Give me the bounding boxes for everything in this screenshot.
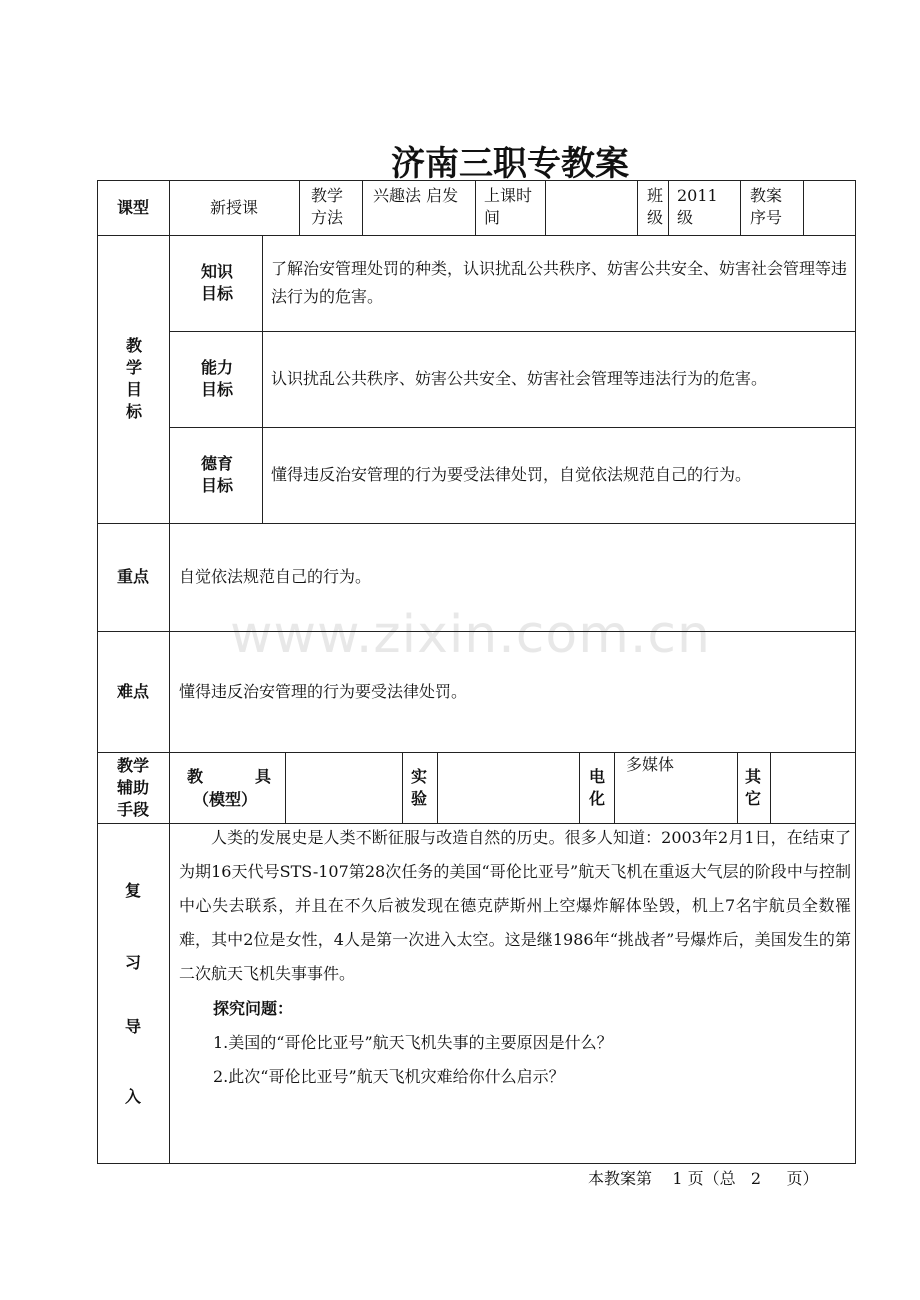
col-divider — [402, 752, 403, 823]
question-item: 2.此次“哥伦比亚号”航天飞机灾难给你什么启示？ — [213, 1067, 565, 1086]
method-value: 兴趣法 启发 — [373, 186, 459, 205]
tools-label — [169, 752, 285, 823]
review-label-char: 导 — [125, 1017, 142, 1036]
footer-middle: 页（总 — [687, 1169, 736, 1188]
other-label: 其它 — [744, 766, 761, 808]
col-divider — [169, 180, 170, 1164]
ability-objective-text: 认识扰乱公共秩序、妨害公共安全、妨害社会管理等违法行为的危害。 — [271, 369, 768, 388]
col-divider — [770, 752, 771, 823]
experiment-label: 实验 — [410, 766, 427, 808]
col-divider — [475, 180, 476, 235]
col-divider — [803, 180, 804, 235]
col-divider — [740, 180, 741, 235]
footer-suffix: 页） — [786, 1169, 819, 1188]
review-label-char: 习 — [125, 953, 142, 972]
watermark: www.zixin.com.cn — [230, 605, 711, 665]
key-point-text: 自觉依法规范自己的行为。 — [179, 567, 372, 586]
col-divider — [262, 235, 263, 523]
ability-objective-label: 能力目标 — [200, 358, 233, 399]
objectives-label: 教学目标 — [125, 336, 142, 421]
page-title: 济南三职专教案 — [391, 144, 629, 184]
tools-value — [289, 756, 399, 820]
col-divider — [579, 752, 580, 823]
method-label: 教学方法 — [311, 186, 344, 227]
col-divider — [437, 752, 438, 823]
class-label: 班级 — [647, 186, 664, 227]
time-label: 上课时间 — [484, 186, 533, 227]
knowledge-objective-label: 知识目标 — [200, 262, 233, 303]
aids-label: 教学辅助手段 — [116, 755, 149, 819]
other-value — [775, 756, 851, 820]
question-heading: 探究问题： — [213, 999, 294, 1018]
col-divider — [737, 752, 738, 823]
electronic-label: 电化 — [588, 766, 605, 808]
col-divider — [362, 180, 363, 235]
page-footer — [588, 1166, 819, 1189]
col-divider — [545, 180, 546, 235]
time-value — [549, 185, 633, 233]
difficulty-text: 懂得违反治安管理的行为要受法律处罚。 — [179, 681, 468, 701]
footer-total: 2 — [750, 1169, 762, 1188]
tools-label-c: （模型） — [193, 790, 258, 809]
moral-objective-label: 德育目标 — [200, 454, 233, 495]
plan-no-value — [809, 185, 853, 233]
electronic-value: 多媒体 — [626, 755, 675, 774]
question-item: 1.美国的“哥伦比亚号”航天飞机失事的主要原因是什么？ — [213, 1033, 613, 1052]
difficulty-label: 难点 — [116, 681, 149, 701]
col-divider — [637, 180, 638, 235]
review-label-char: 复 — [125, 881, 142, 900]
tools-label-b: 具 — [255, 767, 272, 786]
knowledge-objective-text: 了解治安管理处罚的种类，认识扰乱公共秩序、妨害公共安全、妨害社会管理等违法行为的危害。 — [271, 259, 848, 306]
footer-page: 1 — [672, 1169, 683, 1188]
review-label-char: 入 — [125, 1087, 142, 1106]
plan-no-label: 教案序号 — [750, 186, 783, 227]
tools-label-a: 教 — [187, 767, 204, 786]
moral-objective-text: 懂得违反治安管理的行为要受法律处罚，自觉依法规范自己的行为。 — [271, 465, 752, 484]
course-type-label: 课型 — [116, 197, 149, 217]
col-divider — [614, 752, 615, 823]
footer-prefix: 本教案第 — [588, 1169, 653, 1188]
lesson-plan-table — [97, 180, 856, 1164]
col-divider — [299, 180, 300, 235]
class-value: 2011级 — [677, 186, 718, 227]
review-paragraph: 人类的发展史是人类不断征服与改造自然的历史。很多人知道：2003年2月1日，在结束了为期16天代号STS-107第28次任务的美国“哥伦比亚号”航天飞机在重返大气层的阶段中与控制中心失去联系，并且在不久后被发现在德克萨斯州上空爆炸解体坠毁，机上7名宇航员全数罹难，其中2位是女性，4人是第一次进入太空。这是继1986年“挑战者”号爆炸后，美国发生的第二次航天飞机失事事件。 — [179, 828, 851, 983]
col-divider — [285, 752, 286, 823]
experiment-value — [441, 756, 575, 820]
course-type-value: 新授课 — [209, 197, 258, 217]
col-divider — [668, 180, 669, 235]
key-point-label: 重点 — [116, 567, 149, 586]
